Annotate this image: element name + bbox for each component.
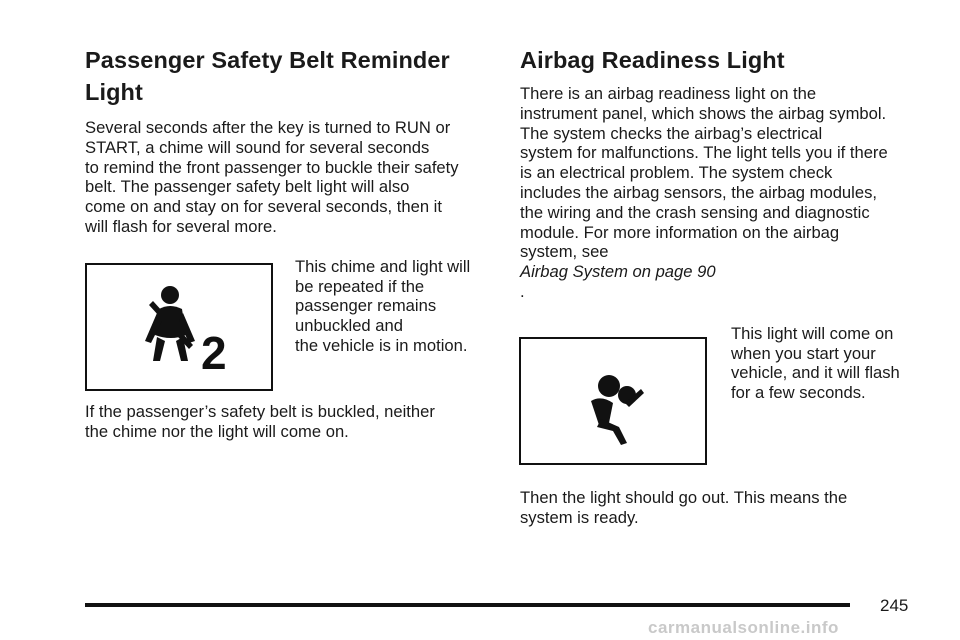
reference-prefix: system, see: [520, 242, 609, 262]
text-line: instrument panel, which shows the airbag symbol.: [520, 103, 887, 123]
text-line: START, a chime will sound for several seconds: [85, 137, 430, 157]
seatbelt-icon-box: [85, 263, 273, 391]
airbag-section-heading: Airbag Readiness Light: [520, 47, 785, 73]
text-line: vehicle, and it will flash: [731, 363, 900, 383]
seatbelt-section-heading: [85, 44, 495, 108]
text-line: to remind the front passenger to buckle their safety: [85, 157, 459, 177]
text-line: the vehicle is in motion.: [295, 335, 468, 355]
watermark: carmanualsonline.info: [648, 618, 839, 637]
text-line: when you start your: [731, 343, 876, 363]
text-line: This chime and light will: [295, 256, 471, 276]
text-line: The system checks the airbag’s electrical: [520, 123, 823, 143]
text-line: belt. The passenger safety belt light will also: [85, 177, 410, 197]
text-line: There is an airbag readiness light on the: [520, 84, 817, 103]
text-line: module. For more information on the airbag: [520, 222, 840, 242]
seatbelt-side-paragraph: [295, 257, 470, 356]
text-line: Several seconds after the key is turned to RUN or: [85, 118, 451, 137]
seatbelt-figure-row: [85, 257, 495, 401]
seatbelt-intro-paragraph: [85, 118, 495, 237]
airbag-closing-paragraph: [520, 488, 930, 528]
text-line-with-reference: [520, 242, 930, 301]
airbag-figure-row: [520, 324, 930, 486]
text-line: be repeated if the: [295, 276, 425, 296]
text-line: system is ready.: [520, 507, 639, 527]
seatbelt-icon-number: 2: [201, 326, 227, 379]
seatbelt-reminder-icon: [87, 265, 271, 389]
text-line: unbuckled and: [295, 316, 403, 336]
text-line: for a few seconds.: [731, 383, 866, 403]
text-line: If the passenger’s safety belt is buckled, neither: [85, 401, 435, 421]
footer-rule: [85, 603, 850, 607]
airbag-icon-box: [519, 337, 707, 465]
text-line: the wiring and the crash sensing and diagnostic: [520, 202, 870, 222]
seatbelt-heading-line2: Light: [85, 79, 143, 105]
text-line: is an electrical problem. The system check: [520, 163, 833, 183]
text-line: the chime nor the light will come on.: [85, 421, 349, 441]
airbag-system-reference: Airbag System on page 90: [520, 262, 716, 282]
text-line: passenger remains: [295, 296, 437, 316]
page-number: 245: [880, 596, 909, 615]
reference-suffix: .: [520, 281, 525, 301]
airbag-readiness-icon: [521, 339, 705, 463]
text-line: includes the airbag sensors, the airbag modules,: [520, 182, 877, 202]
text-line: will flash for several more.: [85, 216, 277, 236]
text-line: This light will come on: [731, 323, 894, 343]
text-line: come on and stay on for several seconds, then it: [85, 197, 442, 217]
seatbelt-heading-line1: Passenger Safety Belt Reminder: [85, 47, 450, 73]
seatbelt-closing-paragraph: [85, 402, 495, 442]
airbag-side-paragraph: [731, 324, 900, 403]
left-column: [85, 44, 495, 441]
airbag-body-paragraph: [520, 84, 930, 302]
text-line: system for malfunctions. The light tells you if there: [520, 143, 888, 163]
text-line: Then the light should go out. This means the: [520, 487, 848, 507]
right-column: [520, 44, 930, 527]
